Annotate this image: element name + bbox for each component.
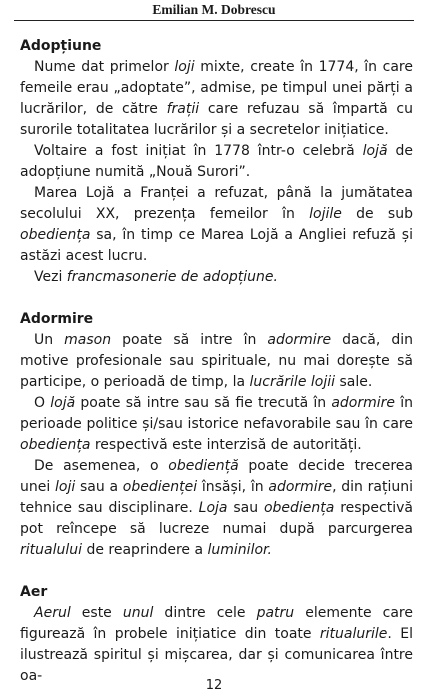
italic-term: loji — [174, 59, 195, 75]
entry-paragraph — [20, 330, 413, 393]
entry-paragraph — [20, 603, 413, 687]
text-run: de adopțiune numită „Nouă Surori”. — [20, 143, 413, 180]
entry-spacer — [20, 561, 413, 582]
text-run: poate să intre în — [111, 332, 268, 348]
text-run: Voltaire a fost inițiat în 1778 într-o celebră — [34, 143, 363, 159]
text-run: mixte, create în 1774, în care femeile erau „adoptate”, admise, pe timpul unei părți a lucrărilor, de către — [20, 59, 413, 117]
running-header — [0, 0, 428, 22]
text-run: poate să intre sau să fie trecută în — [75, 395, 332, 411]
page-body — [20, 36, 413, 687]
italic-term: adormire — [331, 395, 396, 411]
text-run: de sub — [341, 206, 413, 222]
entry-paragraph — [20, 456, 413, 561]
text-run: O — [34, 395, 51, 411]
italic-term: Loja — [198, 500, 228, 516]
entry-paragraph — [20, 267, 413, 288]
header-author: Emilian M. Dobrescu — [152, 2, 276, 17]
text-run: sau a — [75, 479, 123, 495]
italic-term: obedienței — [122, 479, 198, 495]
text-run: , din rațiuni tehnice sau disciplinare. — [20, 479, 413, 516]
italic-term: adormire — [267, 332, 332, 348]
italic-term: lojă — [50, 395, 76, 411]
text-run: respectivă este interzisă de autorități. — [90, 437, 362, 453]
text-run: însăși, în — [197, 479, 269, 495]
text-run: . El ilustrează spiritul și mișcarea, dar și comunicarea între oa- — [20, 626, 413, 684]
page-number: 12 — [205, 678, 223, 693]
text-run: Nume dat primelor — [34, 59, 175, 75]
text-run: dintre cele — [153, 605, 257, 621]
text-run: De asemenea, o — [34, 458, 169, 474]
italic-term: ritualurile — [319, 626, 388, 642]
dictionary-entry — [20, 309, 413, 561]
italic-term: loji — [55, 479, 76, 495]
text-run: în perioade politice și/sau istorice nefavorabile sau în care — [20, 395, 413, 432]
entry-paragraph — [20, 393, 413, 456]
text-run: sa, în timp ce Marea Lojă a Angliei refuză și astăzi acest lucru. — [20, 227, 413, 264]
dictionary-entry — [20, 582, 413, 687]
italic-term: obediența — [20, 227, 91, 243]
text-run: de reaprindere a — [82, 542, 208, 558]
text-run: Marea Lojă a Franței a refuzat, până la jumătatea secolului XX, prezența femeilor în — [20, 185, 413, 222]
dictionary-entry — [20, 36, 413, 288]
entry-title: Aer — [20, 584, 48, 600]
entry-paragraph — [20, 183, 413, 267]
italic-term: obediență — [168, 458, 239, 474]
text-run: care refuzau să împartă cu surorile totalitatea lucrărilor și a secretelor inițiatice. — [20, 101, 414, 138]
entry-title: Adormire — [20, 311, 94, 327]
italic-term: frații — [166, 101, 200, 117]
entry-spacer — [20, 288, 413, 309]
italic-term: lojile — [309, 206, 342, 222]
text-run: Vezi — [34, 269, 67, 285]
italic-term: obediența — [263, 500, 335, 516]
italic-term: Aerul — [34, 605, 71, 621]
text-run: sau — [227, 500, 264, 516]
entry-title: Adopțiune — [20, 38, 102, 54]
italic-term: lucrările lojii — [249, 374, 336, 390]
italic-term: ritualului — [20, 542, 83, 558]
italic-term: adormire — [268, 479, 333, 495]
italic-term: patru — [256, 605, 295, 621]
italic-term: luminilor. — [207, 542, 272, 558]
header-rule — [14, 20, 414, 21]
italic-term: unul — [122, 605, 154, 621]
italic-term: lojă — [362, 143, 388, 159]
text-run: dacă, din motive profesionale sau spirituale, nu mai dorește să participe, o perioadă de timp, la — [20, 332, 413, 390]
italic-term: mason — [64, 332, 112, 348]
text-run: respectivă pot reîncepe să lucreze numai după parcurgerea — [20, 500, 413, 537]
text-run: poate decide trecerea unei — [20, 458, 414, 495]
text-run: sale. — [335, 374, 373, 390]
entry-paragraph — [20, 57, 413, 141]
italic-term: francmasonerie de adopțiune. — [66, 269, 278, 285]
entry-paragraph — [20, 141, 413, 183]
text-run: este — [70, 605, 123, 621]
text-run: elemente care figurează în probele inițiatice din toate — [20, 605, 413, 642]
text-run: Un — [34, 332, 65, 348]
italic-term: obediența — [20, 437, 91, 453]
